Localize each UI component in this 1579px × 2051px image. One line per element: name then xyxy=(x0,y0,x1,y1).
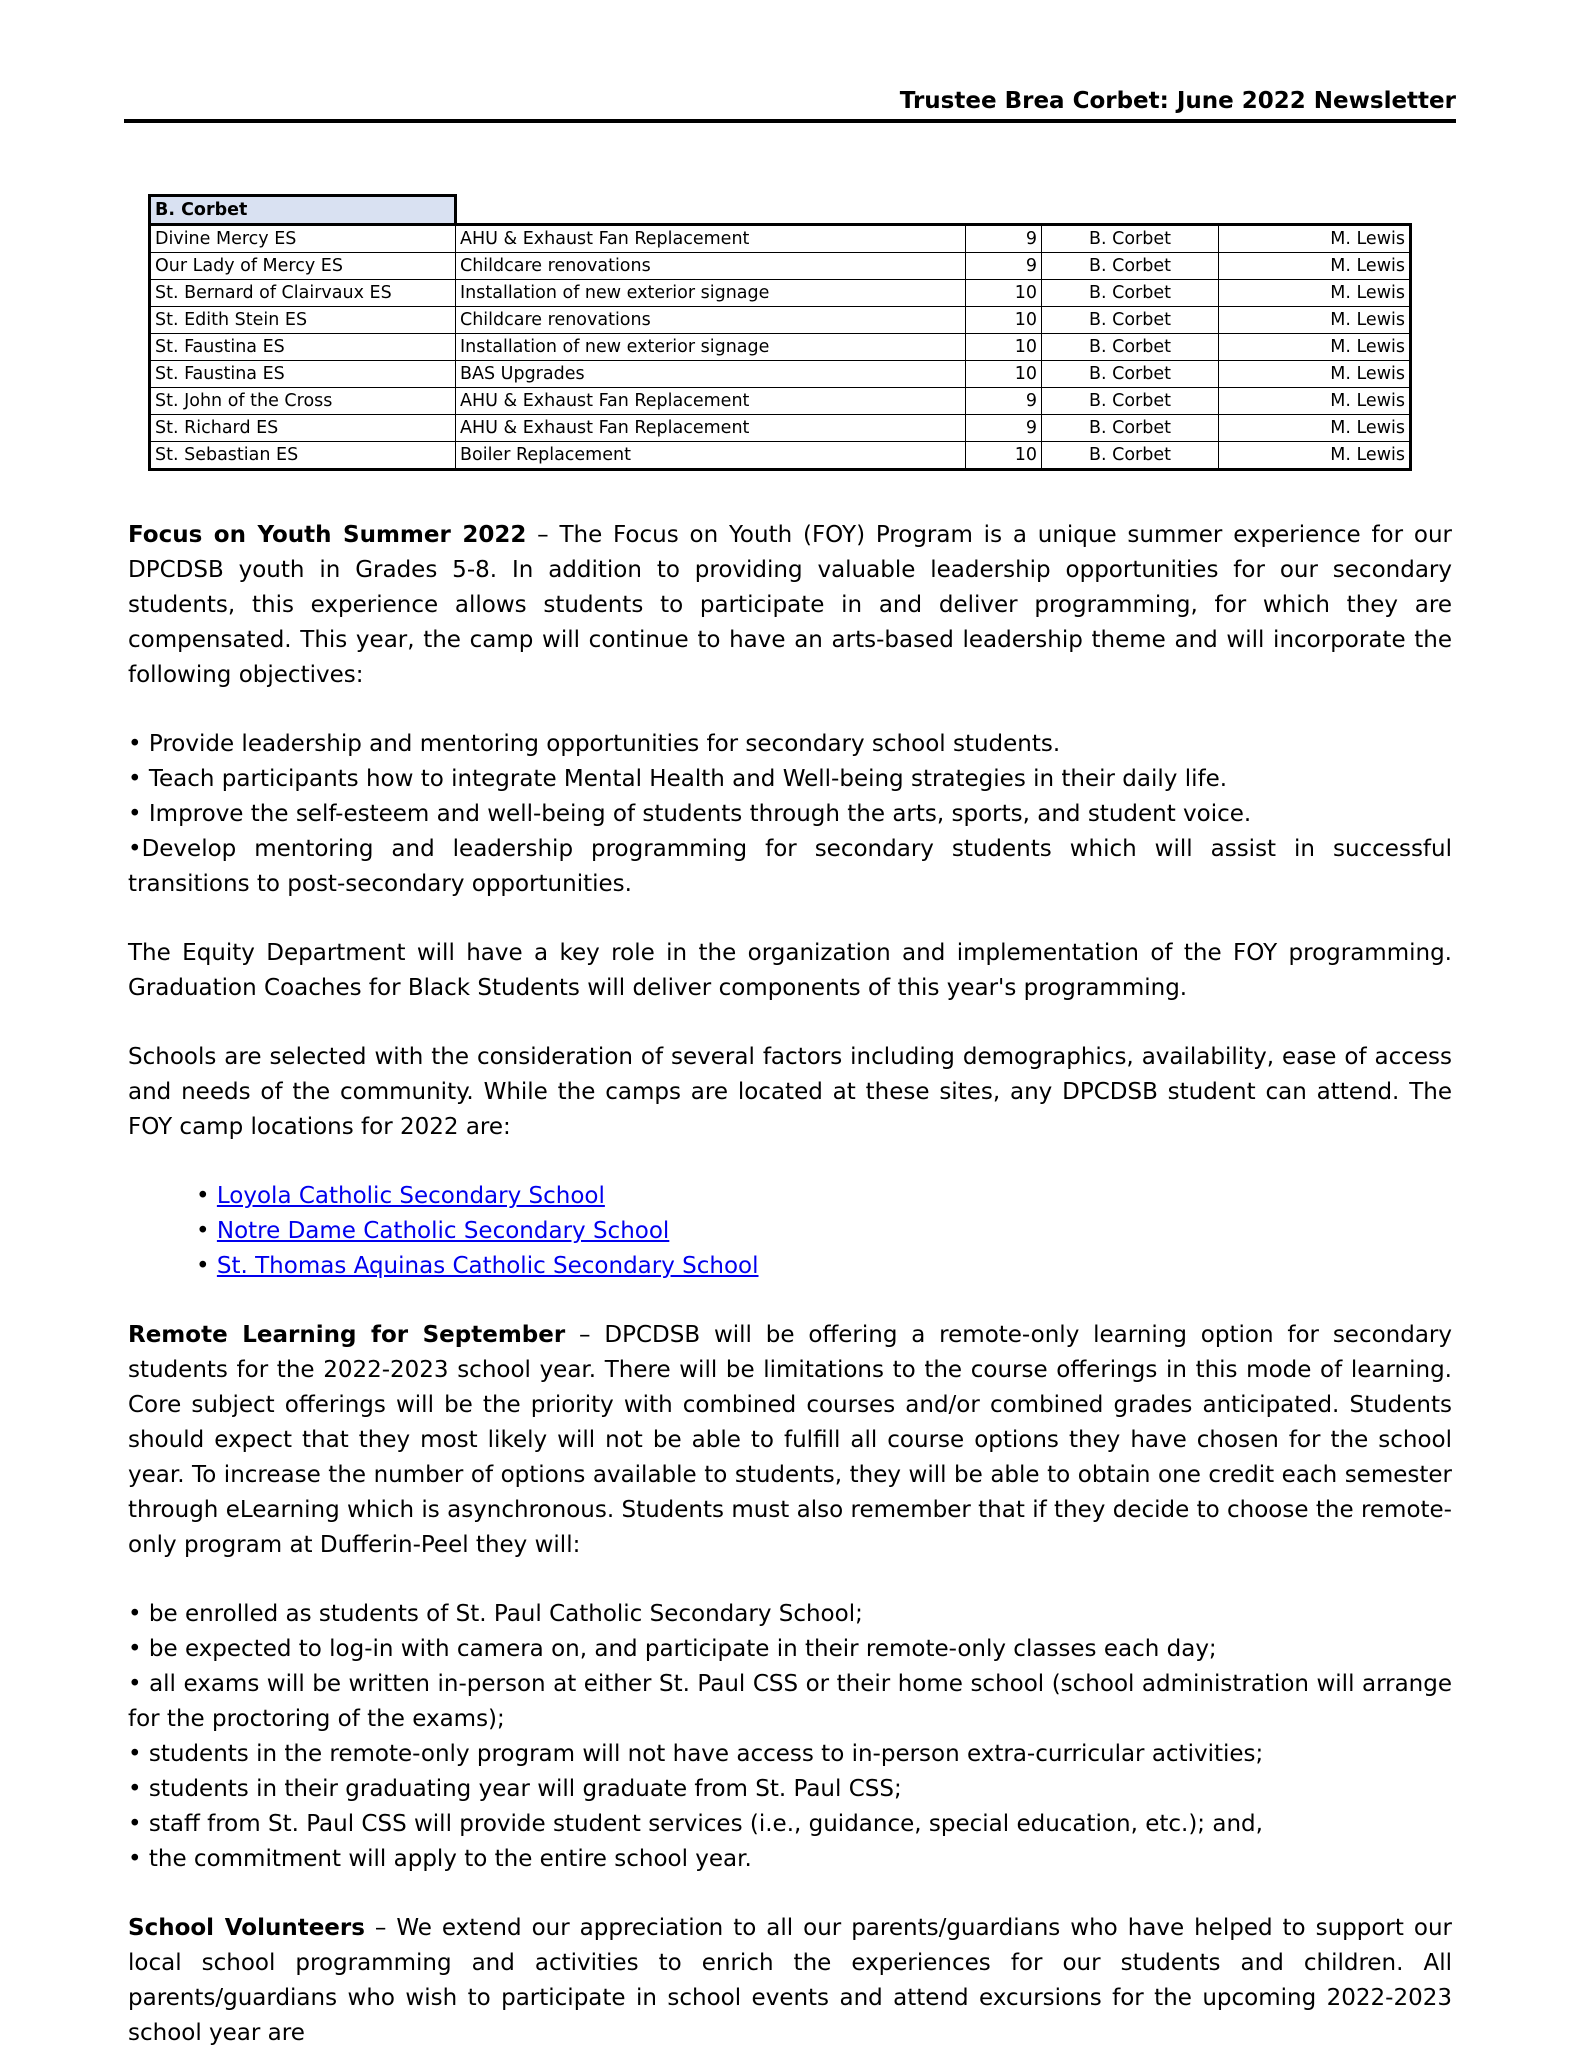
volunteers-heading: School Volunteers xyxy=(128,1915,365,1941)
ward-cell: 10 xyxy=(966,442,1042,470)
list-item: • staff from St. Paul CSS will provide student services (i.e., guidance, special education, etc.); and, xyxy=(128,1811,1263,1837)
remote-heading: Remote Learning for September xyxy=(128,1322,566,1348)
list-item xyxy=(196,1179,1452,1214)
project-cell: Boiler Replacement xyxy=(456,442,966,470)
ward-cell: 10 xyxy=(966,280,1042,307)
school-cell: St. Edith Stein ES xyxy=(150,307,456,334)
table-owner-row xyxy=(150,196,1411,225)
trustee-cell: B. Corbet xyxy=(1042,334,1219,361)
trustee-cell: B. Corbet xyxy=(1042,225,1219,253)
list-item: • Teach participants how to integrate Mental Health and Well-being strategies in their daily life. xyxy=(128,766,1228,792)
volunteers-text: – We extend our appreciation to all our parents/guardians who have helped to support our local school programming and activities to enrich the experiences for our students and children. All parents/guardians who wish to participate in school events and attend excursions for the upcoming 2022-2023 school year are xyxy=(128,1915,1452,2046)
location-link-notre-dame[interactable]: Notre Dame Catholic Secondary School xyxy=(216,1218,670,1244)
remote-paragraph xyxy=(128,1318,1452,1563)
superintendent-cell: M. Lewis xyxy=(1219,415,1411,442)
foy-paragraph xyxy=(128,518,1452,693)
list-item: • Provide leadership and mentoring opportunities for secondary school students. xyxy=(128,731,1061,757)
ward-cell: 10 xyxy=(966,361,1042,388)
list-item: • be expected to log-in with camera on, and participate in their remote-only classes each day; xyxy=(128,1636,1217,1662)
table-row xyxy=(150,415,1411,442)
ward-cell: 9 xyxy=(966,415,1042,442)
newsletter-header xyxy=(124,88,1456,123)
volunteers-paragraph xyxy=(128,1911,1452,2051)
project-cell: Childcare renovations xyxy=(456,307,966,334)
foy-objectives-list xyxy=(128,727,1452,902)
remote-intro: – DPCDSB will be offering a remote-only learning option for secondary students for the 2022-2023 school year. There will be limitations to the course offerings in this mode of learning. Core subject offerings will be the priority with combined courses and/or combined grades anticipated. Students should expect that they most likely will not be able to fulfill all course options they have chosen for the school year. To increase the number of options available to students, they will be able to obtain one credit each semester through eLearning which is asynchronous. Students must also remember that if they decide to choose the remote-only program at Dufferin-Peel they will: xyxy=(128,1322,1453,1558)
list-item: • Improve the self-esteem and well-being of students through the arts, sports, and student voice. xyxy=(128,801,1252,827)
school-cell: St. Bernard of Clairvaux ES xyxy=(150,280,456,307)
list-item: • students in the remote-only program will not have access to in-person extra-curricular activities; xyxy=(128,1741,1264,1767)
school-cell: St. Richard ES xyxy=(150,415,456,442)
table-row xyxy=(150,307,1411,334)
foy-heading: Focus on Youth Summer 2022 xyxy=(128,522,527,548)
school-cell: St. Sebastian ES xyxy=(150,442,456,470)
list-item xyxy=(196,1249,1452,1284)
location-link-loyola[interactable]: Loyola Catholic Secondary School xyxy=(216,1183,605,1209)
superintendent-cell: M. Lewis xyxy=(1219,307,1411,334)
table-row xyxy=(150,388,1411,415)
ward-cell: 9 xyxy=(966,225,1042,253)
project-cell: AHU & Exhaust Fan Replacement xyxy=(456,415,966,442)
list-item: •Develop mentoring and leadership programming for secondary students which will assist in successful transitions to post-secondary opportunities. xyxy=(128,836,1452,897)
newsletter-body xyxy=(128,518,1452,2051)
foy-intro: – The Focus on Youth (FOY) Program is a unique summer experience for our DPCDSB youth in Grades 5-8. In addition to providing valuable leadership opportunities for our secondary students, this experience allows students to participate in and deliver programming, for which they are compensated. This year, the camp will continue to have an arts-based leadership theme and will incorporate the following objectives: xyxy=(128,522,1452,688)
school-cell: Divine Mercy ES xyxy=(150,225,456,253)
superintendent-cell: M. Lewis xyxy=(1219,225,1411,253)
table-row xyxy=(150,442,1411,470)
table-row xyxy=(150,225,1411,253)
ward-cell: 9 xyxy=(966,253,1042,280)
superintendent-cell: M. Lewis xyxy=(1219,280,1411,307)
equity-paragraph: The Equity Department will have a key role in the organization and implementation of the FOY programming. Graduation Coaches for Black Students will deliver components of this year's programming. xyxy=(128,940,1452,1001)
trustee-cell: B. Corbet xyxy=(1042,415,1219,442)
table-row xyxy=(150,334,1411,361)
remote-conditions-list xyxy=(128,1597,1452,1877)
superintendent-cell: M. Lewis xyxy=(1219,253,1411,280)
location-link-st-thomas-aquinas[interactable]: St. Thomas Aquinas Catholic Secondary School xyxy=(216,1253,759,1279)
superintendent-cell: M. Lewis xyxy=(1219,442,1411,470)
superintendent-cell: M. Lewis xyxy=(1219,388,1411,415)
school-cell: St. Faustina ES xyxy=(150,334,456,361)
ward-cell: 9 xyxy=(966,388,1042,415)
trustee-cell: B. Corbet xyxy=(1042,307,1219,334)
project-cell: AHU & Exhaust Fan Replacement xyxy=(456,388,966,415)
camp-locations-list xyxy=(128,1179,1452,1284)
list-item: • students in their graduating year will graduate from St. Paul CSS; xyxy=(128,1776,902,1802)
project-cell: Childcare renovations xyxy=(456,253,966,280)
school-cell: St. John of the Cross xyxy=(150,388,456,415)
superintendent-cell: M. Lewis xyxy=(1219,334,1411,361)
list-item: • the commitment will apply to the entire school year. xyxy=(128,1846,752,1872)
ward-cell: 10 xyxy=(966,307,1042,334)
trustee-cell: B. Corbet xyxy=(1042,388,1219,415)
newsletter-title: Trustee Brea Corbet: June 2022 Newsletter xyxy=(899,88,1456,114)
ward-cell: 10 xyxy=(966,334,1042,361)
project-cell: Installation of new exterior signage xyxy=(456,280,966,307)
table-owner-label: B. Corbet xyxy=(150,196,456,225)
projects-table xyxy=(148,194,1412,471)
trustee-cell: B. Corbet xyxy=(1042,253,1219,280)
project-cell: BAS Upgrades xyxy=(456,361,966,388)
locations-intro: Schools are selected with the consideration of several factors including demographics, availability, ease of access and needs of the community. While the camps are located at these sites, any DPCDSB student can attend. The FOY camp locations for 2022 are: xyxy=(128,1044,1452,1140)
trustee-cell: B. Corbet xyxy=(1042,280,1219,307)
trustee-cell: B. Corbet xyxy=(1042,361,1219,388)
project-cell: AHU & Exhaust Fan Replacement xyxy=(456,225,966,253)
trustee-cell: B. Corbet xyxy=(1042,442,1219,470)
school-cell: St. Faustina ES xyxy=(150,361,456,388)
superintendent-cell: M. Lewis xyxy=(1219,361,1411,388)
school-cell: Our Lady of Mercy ES xyxy=(150,253,456,280)
list-item xyxy=(196,1214,1452,1249)
table-row xyxy=(150,361,1411,388)
list-item: • be enrolled as students of St. Paul Catholic Secondary School; xyxy=(128,1601,863,1627)
table-row xyxy=(150,253,1411,280)
table-row xyxy=(150,280,1411,307)
list-item: • all exams will be written in-person at either St. Paul CSS or their home school (school administration will arrange for the proctoring of the exams); xyxy=(128,1671,1452,1732)
project-cell: Installation of new exterior signage xyxy=(456,334,966,361)
